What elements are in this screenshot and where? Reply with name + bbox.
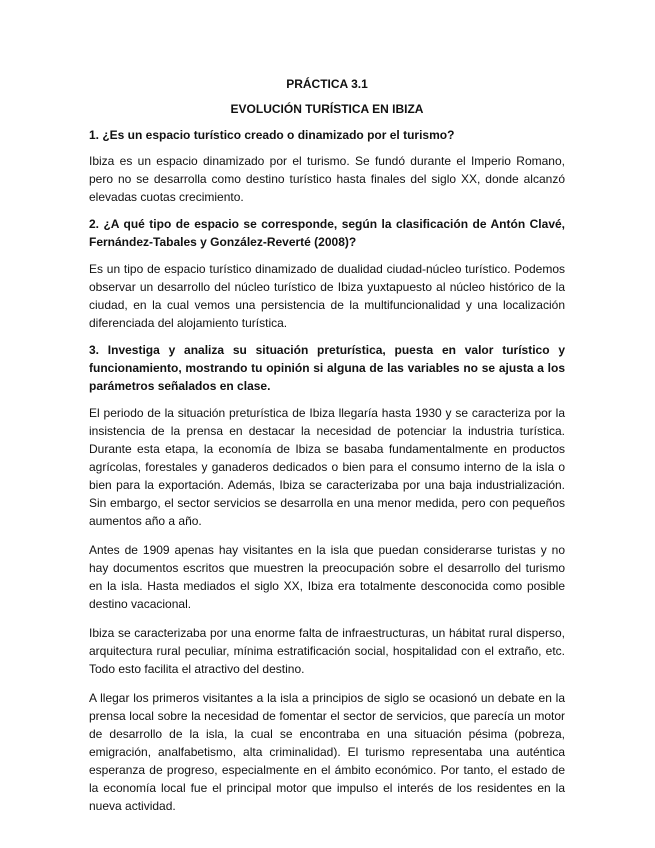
document-page bbox=[89, 76, 565, 815]
page-title: PRÁCTICA 3.1 bbox=[286, 77, 368, 91]
answer-3-paragraph-3: Ibiza se caracterizaba por una enorme falta de infraestructuras, un hábitat rural disperso, arquitectura rural peculiar, mínima estratificación social, hospitalidad con el extraño, etc. Todo esto facilita el atractivo del destino. bbox=[89, 626, 565, 676]
answer-1-paragraph: Ibiza es un espacio dinamizado por el turismo. Se fundó durante el Imperio Romano, pero no se desarrolla como destino turístico hasta finales del siglo XX, donde alcanzó elevadas cuotas crecimiento. bbox=[89, 154, 565, 204]
question-1: 1. ¿Es un espacio turístico creado o dinamizado por el turismo? bbox=[89, 128, 455, 142]
answer-3-paragraph-4: A llegar los primeros visitantes a la isla a principios de siglo se ocasionó un debate en la prensa local sobre la necesidad de fomentar el sector de servicios, que parecía un motor de desarrollo de la isla, la cual se encontraba en una situación pésima (pobreza, emigración, analfabetismo, alta criminalidad). El turismo representaba una auténtica esperanza de progreso, especialmente en el ámbito económico. Por tanto, el estado de la economía local fue el principal motor que impulso el interés de los residentes en la nueva actividad. bbox=[89, 691, 565, 813]
answer-3-paragraph-2: Antes de 1909 apenas hay visitantes en la isla que puedan considerarse turistas y no hay documentos escritos que muestren la preocupación sobre el desarrollo del turismo en la isla. Hasta mediados el siglo XX, Ibiza era totalmente desconocida como posible destino vacacional. bbox=[89, 543, 565, 611]
question-2: 2. ¿A qué tipo de espacio se corresponde, según la clasificación de Antón Clavé, Fernández-Tabales y González-Reverté (2008)? bbox=[89, 217, 565, 249]
page-subtitle: EVOLUCIÓN TURÍSTICA EN IBIZA bbox=[230, 102, 424, 116]
question-3: 3. Investiga y analiza su situación preturística, puesta en valor turístico y funcionamiento, mostrando tu opinión si alguna de las variables no se ajusta a los parámetros señalados en clase. bbox=[89, 343, 565, 393]
answer-2-paragraph: Es un tipo de espacio turístico dinamizado de dualidad ciudad-núcleo turístico. Podemos observar un desarrollo del núcleo turístico de Ibiza yuxtapuesto al núcleo histórico de la ciudad, en la cual vemos una persistencia de la multifuncionalidad y una localización diferenciada del alojamiento turística. bbox=[89, 262, 565, 330]
answer-3-paragraph-1: El periodo de la situación preturística de Ibiza llegaría hasta 1930 y se caracteriza por la insistencia de la prensa en destacar la necesidad de potenciar la industria turística. Durante esta etapa, la economía de Ibiza se basaba fundamentalmente en productos agrícolas, forestales y ganaderos dedicados o bien para el consumo interno de la isla o bien para la exportación. Además, Ibiza se caracterizaba por una baja industrialización. Sin embargo, el sector servicios se desarrolla en una menor medida, pero con pequeños aumentos año a año. bbox=[89, 406, 565, 528]
